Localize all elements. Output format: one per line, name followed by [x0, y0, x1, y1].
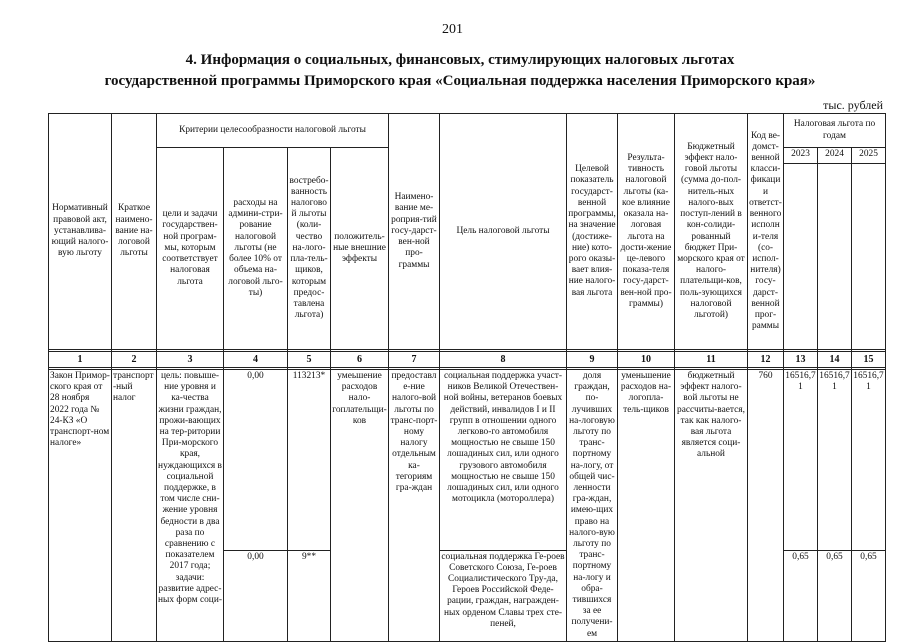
- header-row-1: [49, 114, 886, 148]
- col-num-7: 7: [389, 352, 440, 368]
- cell-2025: 16516,71: [852, 370, 886, 551]
- col-num-10: 10: [618, 352, 675, 368]
- header-year-2024: 2024: [818, 148, 852, 164]
- tax-benefits-table: [48, 113, 886, 642]
- cell-effectiveness: уменьшение расходов на-логопла-тель-щиков: [618, 370, 675, 642]
- cell-demand: 113213*: [288, 370, 331, 551]
- col-num-9: 9: [567, 352, 618, 368]
- table-row: [49, 370, 886, 551]
- header-legal-act: Нормативный правовой акт, устанавлива-ющий налого-вую льготу: [49, 114, 112, 350]
- col-num-12: 12: [748, 352, 784, 368]
- col-num-14: 14: [818, 352, 852, 368]
- col-num-8: 8: [440, 352, 567, 368]
- cell-2023-2: 0,65: [784, 550, 818, 641]
- cell-2023: 16516,71: [784, 370, 818, 551]
- header-year-2025-space: [852, 164, 886, 350]
- header-benefit-goal: Цель налоговой льготы: [440, 114, 567, 350]
- header-effectiveness: Результа-тивность налоговой льготы (ка-кое влияние оказала на-логовая льгота на дости-жение це-левого показа-теля госу-дарст-вен-ной про-граммы): [618, 114, 675, 350]
- col-num-2: 2: [112, 352, 157, 368]
- title-line-1: 4. Информация о социальных, финансовых, стимулирующих налоговых льготах: [185, 52, 735, 68]
- cell-budget-effect: бюджетный эффект налого-вой льготы не рассчиты-вается, так как налого-вая льгота является соци-альной: [675, 370, 748, 642]
- col-num-1: 1: [49, 352, 112, 368]
- col-num-3: 3: [157, 352, 224, 368]
- cell-goals-tasks: цель: повыше-ние уровня и ка-чества жизни граждан, прожи-вающих на тер-ритории При-морского края, нуждающихся в социальной поддержке, в том числе сни-жение уровня бедности в два раза по сравнению с показателем 2017 года; задачи: развитие адрес-ных форм соци-: [157, 370, 224, 642]
- header-target-indicator: Целевой показатель государст-венной программы, на значение (достиже-ние) кото-рого оказы-вает влия-ние налого-вая льгота: [567, 114, 618, 350]
- header-external-effects: положитель-ные внешние эффекты: [331, 148, 389, 350]
- document-title: [60, 50, 860, 92]
- col-num-5: 5: [288, 352, 331, 368]
- cell-legal-act: Закон Примор-ского края от 28 ноября 2022 года № 24-КЗ «О транспорт-ном налоге»: [49, 370, 112, 642]
- header-short-name: Краткое наимено-вание на-логовой льготы: [112, 114, 157, 350]
- cell-2024: 16516,71: [818, 370, 852, 551]
- cell-benefit-goal-2: социальная поддержка Ге-роев Советского Союза, Ге-роев Социалистического Тру-да, Героев Российской Феде-рации, граждан, награжден-ных орденом Славы трех сте-пеней,: [440, 550, 567, 641]
- header-year-2025: 2025: [852, 148, 886, 164]
- header-goals-tasks: цели и задачи государствен-ной програм-мы, которым соответствует налоговая льгота: [157, 148, 224, 350]
- cell-department-code: 760: [748, 370, 784, 642]
- col-num-13: 13: [784, 352, 818, 368]
- page-number: 201: [442, 22, 463, 37]
- cell-external-effects: умеьшение расходов нало-гоплательщи-ков: [331, 370, 389, 642]
- cell-benefit-goal: социальная поддержка участ-ников Великой Отечествен-ной войны, ветеранов боевых действий, инвалидов I и II групп в отношении одного легково-го автомобиля мощностью не свыше 150 лошадиных сил, или одного грузового автомобиля мощностью не свыше 150 лошадиных сил, или одного мотоцикла (мотороллера): [440, 370, 567, 551]
- col-num-15: 15: [852, 352, 886, 368]
- header-criteria: Критерии целесообразности налоговой льготы: [157, 114, 389, 148]
- col-num-6: 6: [331, 352, 389, 368]
- header-year-2023: 2023: [784, 148, 818, 164]
- header-year-2023-space: [784, 164, 818, 350]
- header-demand: востребо-ванность налоговой льготы (коли-чество на-лого-пла-тель-щиков, которым предос-тавлена льгота): [288, 148, 331, 350]
- cell-2025-2: 0,65: [852, 550, 886, 641]
- header-program-events: Наимено-вание ме-роприя-тий госу-дарст-вен-ной про-граммы: [389, 114, 440, 350]
- header-admin-costs: расходы на админи-стри-рование налоговой льготы (не более 10% от объема на-логовой льго-ты): [224, 148, 288, 350]
- header-department-code: Код ве-домст-венной класси-фикации ответст-венного исполни-теля (со-испол-нителя) госу-дарст-венной прог-раммы: [748, 114, 784, 350]
- cell-demand-2: 9**: [288, 550, 331, 641]
- cell-admin-costs-2: 0,00: [224, 550, 288, 641]
- cell-program-events: предоставле-ние налого-вой льготы по транс-порт-ному налогу отдельным ка-тегориям гра-ждан: [389, 370, 440, 642]
- cell-target-indicator: доля граждан, по-лучивших на-логовую льготу по транс-портному на-логу, от общей чис-ленности гра-ждан, имею-щих право на налого-вую льготу по транс-портному на-логу и обра-тившихся за ее получени-ем: [567, 370, 618, 642]
- header-budget-effect: Бюджетный эффект нало-говой льготы (сумма до-пол-нитель-ных налого-вых поступ-лений в кон-солиди-рованный бюджет При-морского края от налого-плательщи-ков, поль-зующихся налоговой льготой): [675, 114, 748, 350]
- cell-short-name: транспорт-ный налог: [112, 370, 157, 642]
- unit-label: тыс. рублей: [823, 98, 883, 112]
- column-number-row: [49, 352, 886, 368]
- header-benefit-by-year: Налоговая льгота по годам: [784, 114, 886, 148]
- header-year-2024-space: [818, 164, 852, 350]
- col-num-11: 11: [675, 352, 748, 368]
- title-line-2: государственной программы Приморского края «Социальная поддержка населения Приморского края»: [104, 73, 816, 89]
- col-num-4: 4: [224, 352, 288, 368]
- cell-admin-costs: 0,00: [224, 370, 288, 551]
- cell-2024-2: 0,65: [818, 550, 852, 641]
